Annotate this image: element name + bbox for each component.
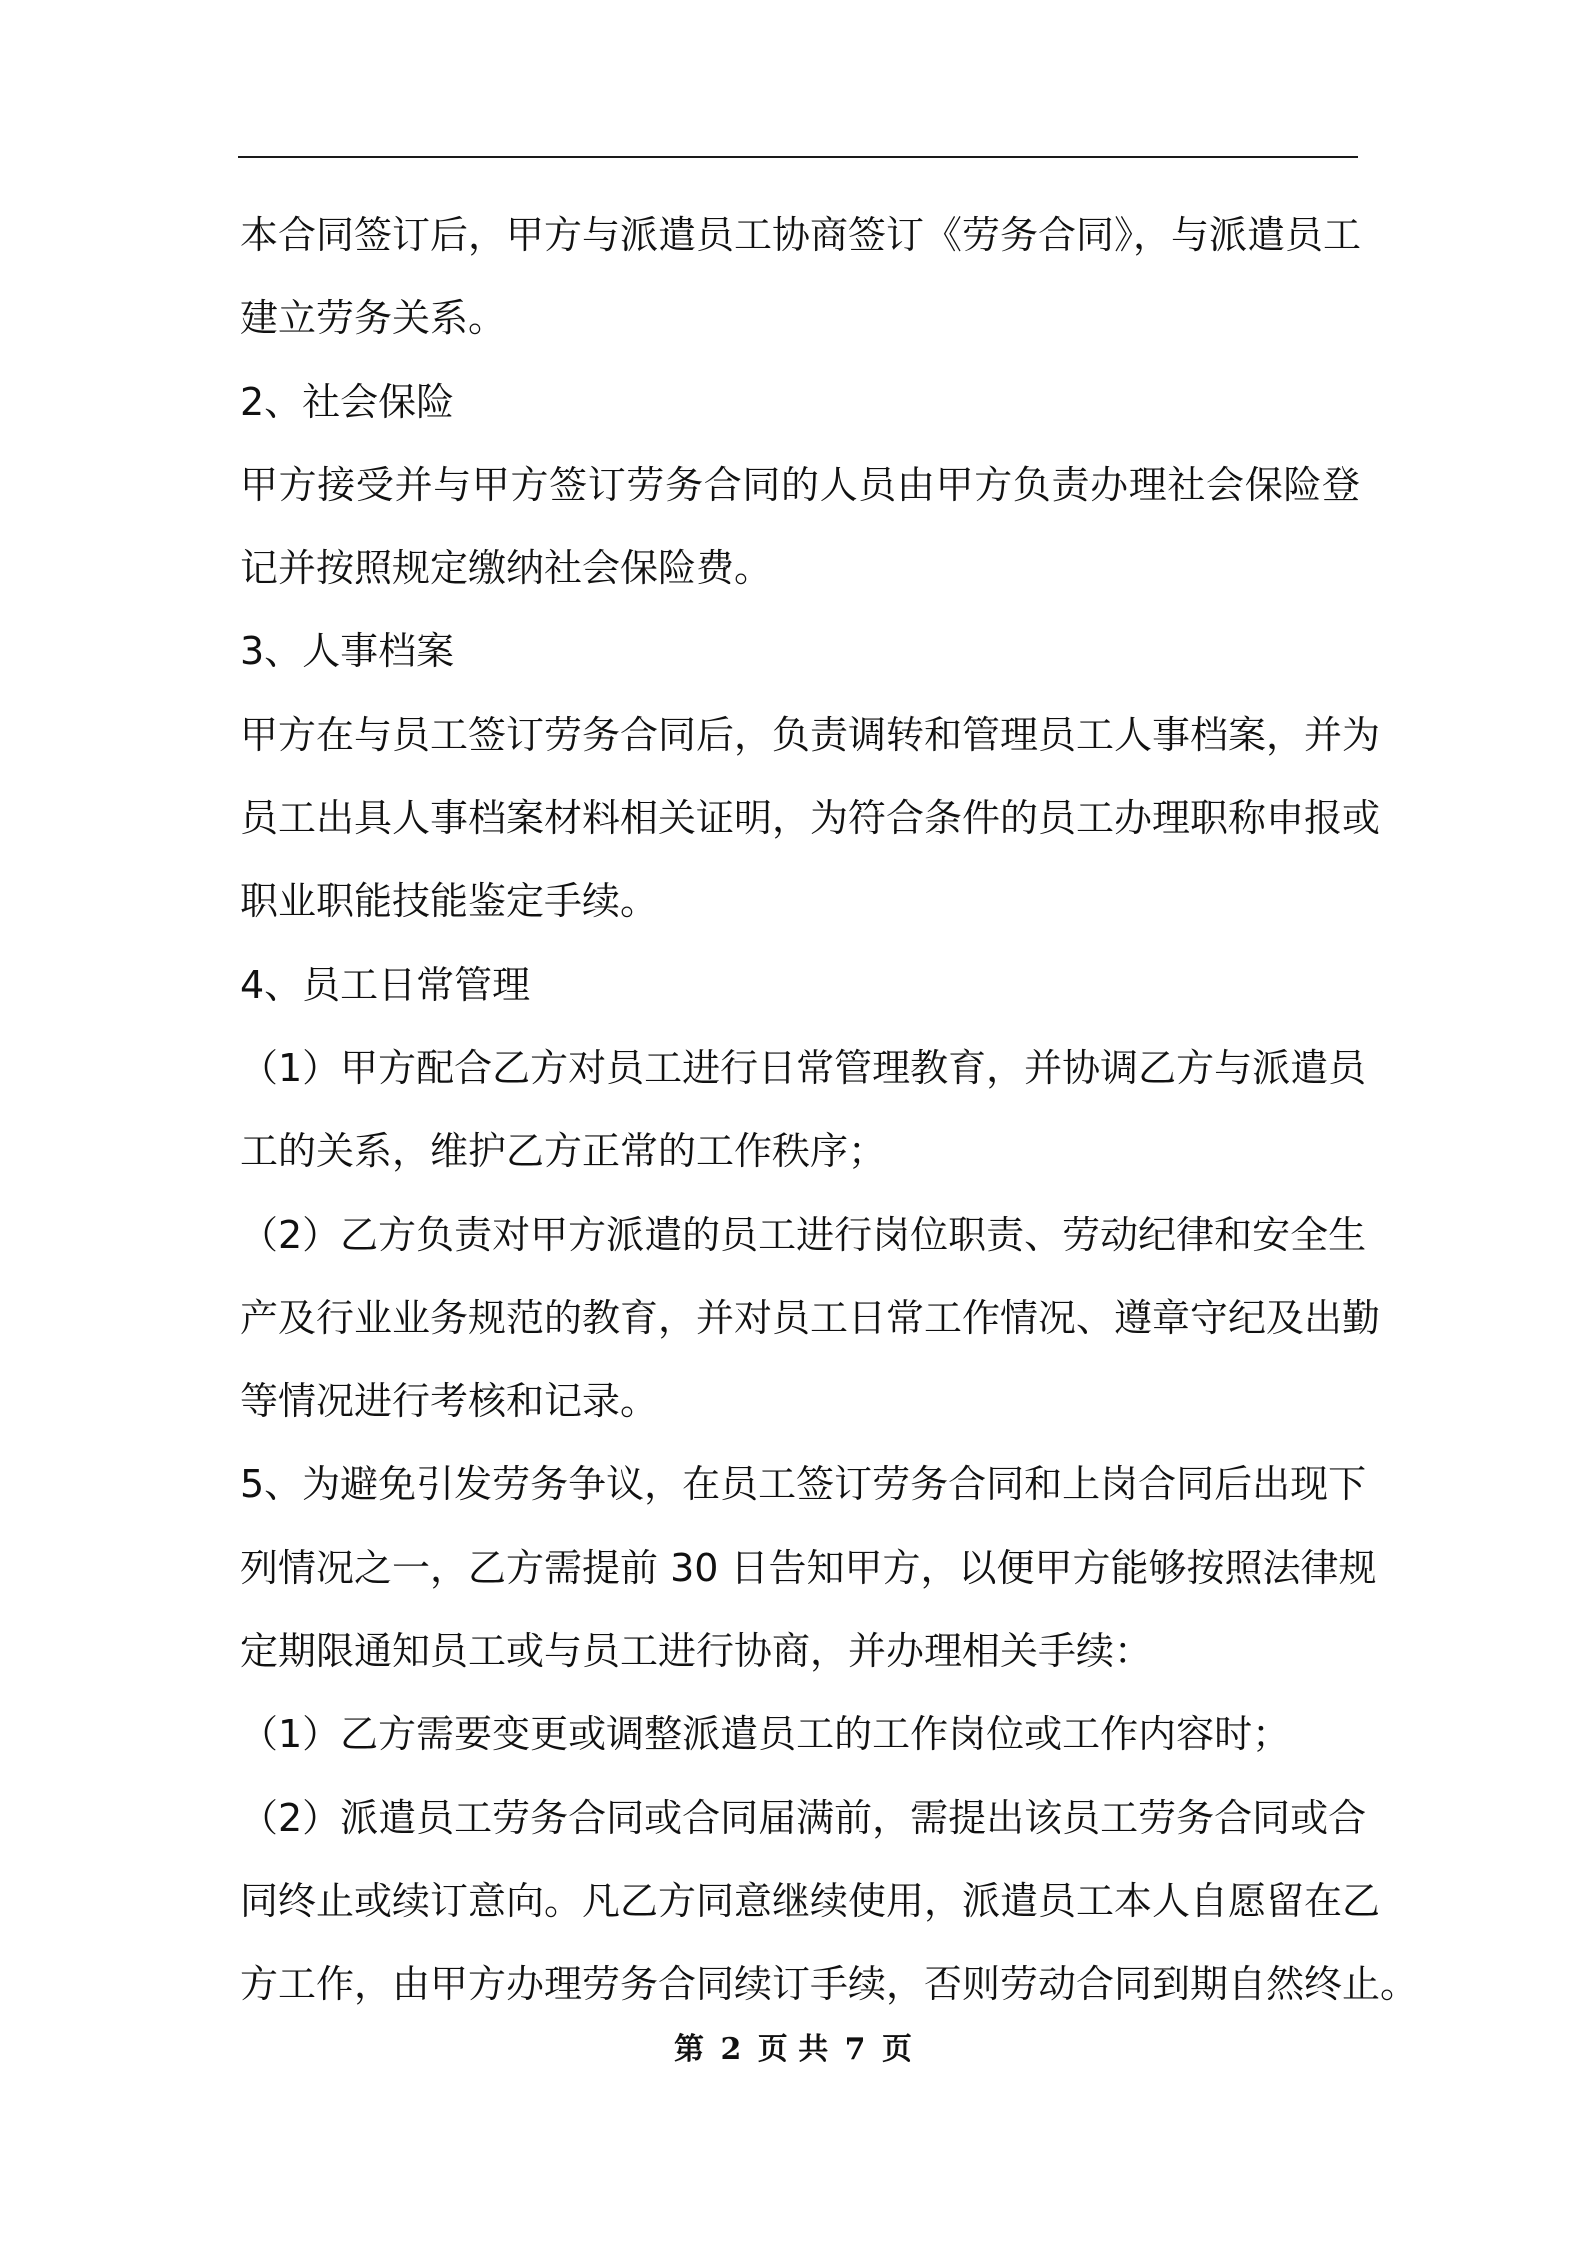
- section-heading: 2、社会保险: [240, 379, 455, 424]
- header-rule: [238, 156, 1358, 158]
- footer-prefix: 第: [673, 2032, 704, 2067]
- section-heading: 4、员工日常管理: [240, 962, 531, 1007]
- paragraph-line: 定期限通知员工或与员工进行协商，并办理相关手续：: [240, 1629, 1153, 1674]
- paragraph-line: （2）派遣员工劳务合同或合同届满前，需提出该员工劳务合同或合: [240, 1795, 1367, 1840]
- paragraph-line: 产及行业业务规范的教育，并对员工日常工作情况、遵章守纪及出勤: [240, 1295, 1381, 1340]
- paragraph-line: 员工出具人事档案材料相关证明，为符合条件的员工办理职称申报或: [240, 796, 1381, 841]
- current-page-number: 2: [720, 2032, 742, 2067]
- page-footer: [0, 2030, 1586, 2070]
- document-body: [240, 205, 1419, 2038]
- paragraph-line: （2）乙方负责对甲方派遣的员工进行岗位职责、劳动纪律和安全生: [240, 1212, 1367, 1257]
- section-heading: 5、为避免引发劳务争议，在员工签订劳务合同和上岗合同后出现下: [240, 1462, 1367, 1507]
- footer-middle: 页 共: [757, 2032, 829, 2067]
- paragraph-line: 工的关系，维护乙方正常的工作秩序；: [240, 1129, 887, 1174]
- paragraph-line: （1）乙方需要变更或调整派遣员工的工作岗位或工作内容时；: [240, 1712, 1291, 1757]
- paragraph-line: 甲方接受并与甲方签订劳务合同的人员由甲方负责办理社会保险登: [240, 462, 1360, 507]
- total-pages-number: 7: [844, 2032, 866, 2067]
- paragraph-line: 建立劳务关系。: [240, 296, 507, 341]
- paragraph-line: （1）甲方配合乙方对员工进行日常管理教育，并协调乙方与派遣员: [240, 1045, 1367, 1090]
- section-heading: 3、人事档案: [240, 629, 455, 674]
- paragraph-line: 等情况进行考核和记录。: [240, 1379, 659, 1424]
- footer-suffix: 页: [882, 2032, 912, 2067]
- paragraph-line: 方工作，由甲方办理劳务合同续订手续，否则劳动合同到期自然终止。: [240, 1962, 1419, 2007]
- paragraph-line: 记并按照规定缴纳社会保险费。: [240, 546, 773, 591]
- paragraph-line: 列情况之一，乙方需提前 30 日告知甲方，以便甲方能够按照法律规: [240, 1545, 1377, 1590]
- paragraph-line: 职业职能技能鉴定手续。: [240, 879, 659, 924]
- paragraph-line: 本合同签订后，甲方与派遣员工协商签订《劳务合同》，与派遣员工: [240, 213, 1362, 257]
- paragraph-line: 同终止或续订意向。凡乙方同意继续使用，派遣员工本人自愿留在乙: [240, 1878, 1381, 1923]
- paragraph-line: 甲方在与员工签订劳务合同后，负责调转和管理员工人事档案，并为: [240, 712, 1381, 757]
